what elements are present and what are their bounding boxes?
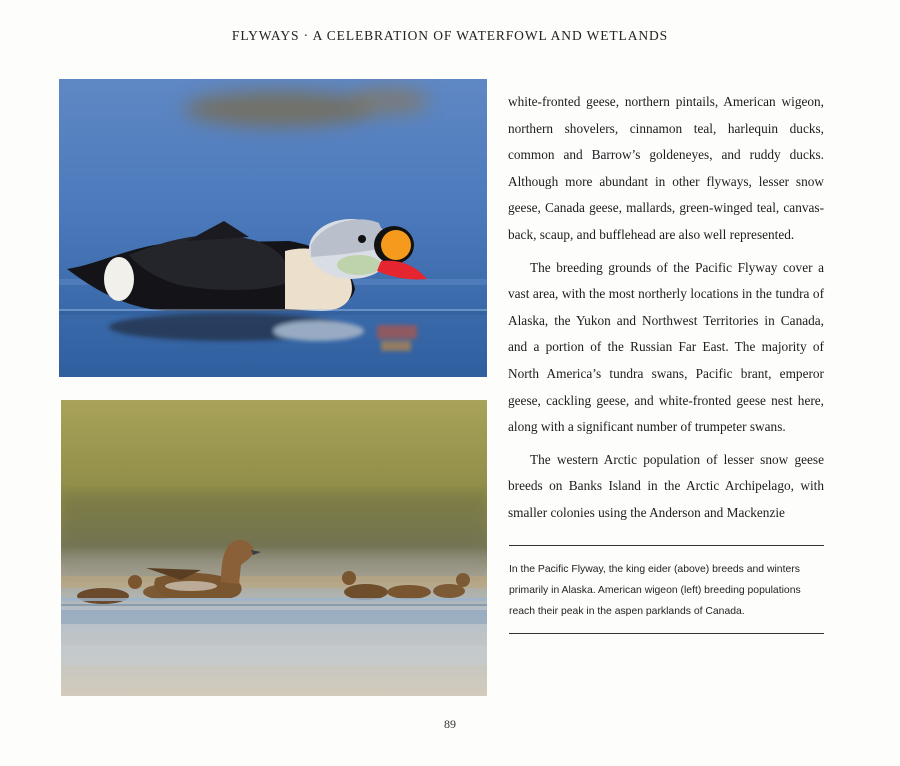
caption-rule-bottom <box>509 633 824 634</box>
american-wigeon-photo <box>61 400 487 696</box>
king-eider-image <box>59 79 487 377</box>
king-eider-photo <box>59 79 487 377</box>
body-paragraph-1: white-fronted geese, northern pintails, American wigeon, northern shovelers, cinnamon teal, harlequin ducks, common and Barrow’s goldeneyes, and ruddy ducks. Although more abundant in other flyways, lesser snow geese, Canada geese, mallards, green-winged teal, canvas-back, scaup, and bufflehead are also well represented. <box>508 94 824 242</box>
body-paragraph-2: The breeding grounds of the Pacific Flyway cover a vast area, with the most northerly locations in the tundra of Alaska, the Yukon and Northwest Territories in Canada, and a portion of the Russian Far East. The majority of North America’s tundra swans, Pacific brant, emperor geese, cackling geese, and white-fronted geese nest here, along with a significant number of trumpeter swans. <box>508 259 824 435</box>
american-wigeon-image <box>61 400 487 696</box>
body-text-column <box>508 89 824 527</box>
page-number: 89 <box>444 717 456 731</box>
caption-rule-top <box>509 545 824 546</box>
running-header: FLYWAYS · A CELEBRATION OF WATERFOWL AND WETLANDS <box>231 28 669 43</box>
photo-caption: In the Pacific Flyway, the king eider (above) breeds and winters primarily in Alaska. American wigeon (left) breeding populations reach their peak in the aspen parklands of Canada. <box>509 564 801 617</box>
body-paragraph-3: The western Arctic population of lesser snow geese breeds on Banks Island in the Arctic Archipelago, with smaller colonies using the Anderson and Mackenzie <box>508 451 824 520</box>
